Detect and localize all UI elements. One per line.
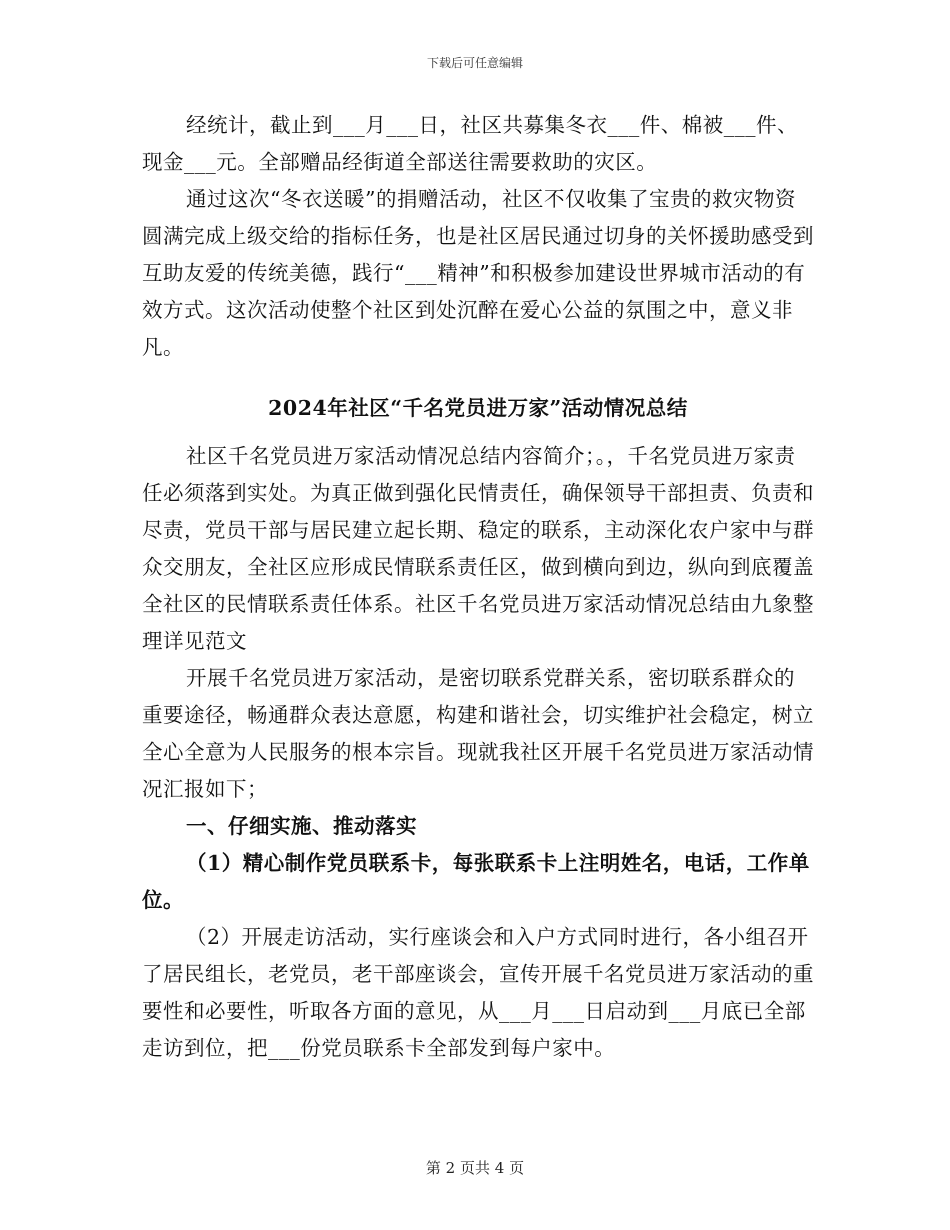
paragraph-statistics: 经统计，截止到___月___日，社区共募集冬衣___件、棉被___件、现金___元。全部赠品经街道全部送往需要救助的灾区。 bbox=[142, 113, 798, 174]
item-contact-card: （1）精心制作党员联系卡，每张联系卡上注明姓名，电话，工作单位。 bbox=[142, 851, 810, 912]
section-title: 2024年社区“千名党员进万家”活动情况总结 bbox=[268, 396, 688, 420]
document-body bbox=[142, 107, 814, 1067]
page-footer: 第 2 页共 4 页 bbox=[425, 1159, 525, 1177]
paragraph-summary-intro: 社区千名党员进万家活动情况总结内容简介；。，千名党员进万家责任必须落到实处。为真正做到强化民情责任，确保领导干部担责、负责和尽责，党员干部与居民建立起长期、稳定的联系，主动深化农户家中与群众交朋友，全社区应形成民情联系责任区，做到横向到边，纵向到底覆盖全社区的民情联系责任体系。社区千名党员进万家活动情况总结由九象整理详见范文 bbox=[142, 444, 814, 653]
paragraph-winter-clothes: 通过这次“冬衣送暖”的捐赠活动，社区不仅收集了宝贵的救灾物资圆满完成上级交给的指标任务，也是社区居民通过切身的关怀援助感受到互助友爱的传统美德，践行“___精神”和积极参加建设世界城市活动的有效方式。这次活动使整个社区到处沉醉在爱心公益的氛围之中，意义非凡。 bbox=[142, 187, 814, 359]
paragraph-activity-purpose: 开展千名党员进万家活动，是密切联系党群关系，密切联系群众的重要途径，畅通群众表达意愿，构建和谐社会，切实维护社会稳定，树立全心全意为人民服务的根本宗旨。现就我社区开展千名党员进万家活动情况汇报如下； bbox=[142, 666, 814, 801]
page-header: 下载后可任意编辑 bbox=[426, 56, 523, 70]
item-visit-activity: （2）开展走访活动，实行座谈会和入户方式同时进行，各小组召开了居民组长，老党员，老干部座谈会，宣传开展千名党员进万家活动的重要性和必要性，听取各方面的意见，从___月___日启动到___月底已全部走访到位，把___份党员联系卡全部发到每户家中。 bbox=[142, 925, 814, 1060]
heading-implementation: 一、仔细实施、推动落实 bbox=[186, 814, 417, 838]
